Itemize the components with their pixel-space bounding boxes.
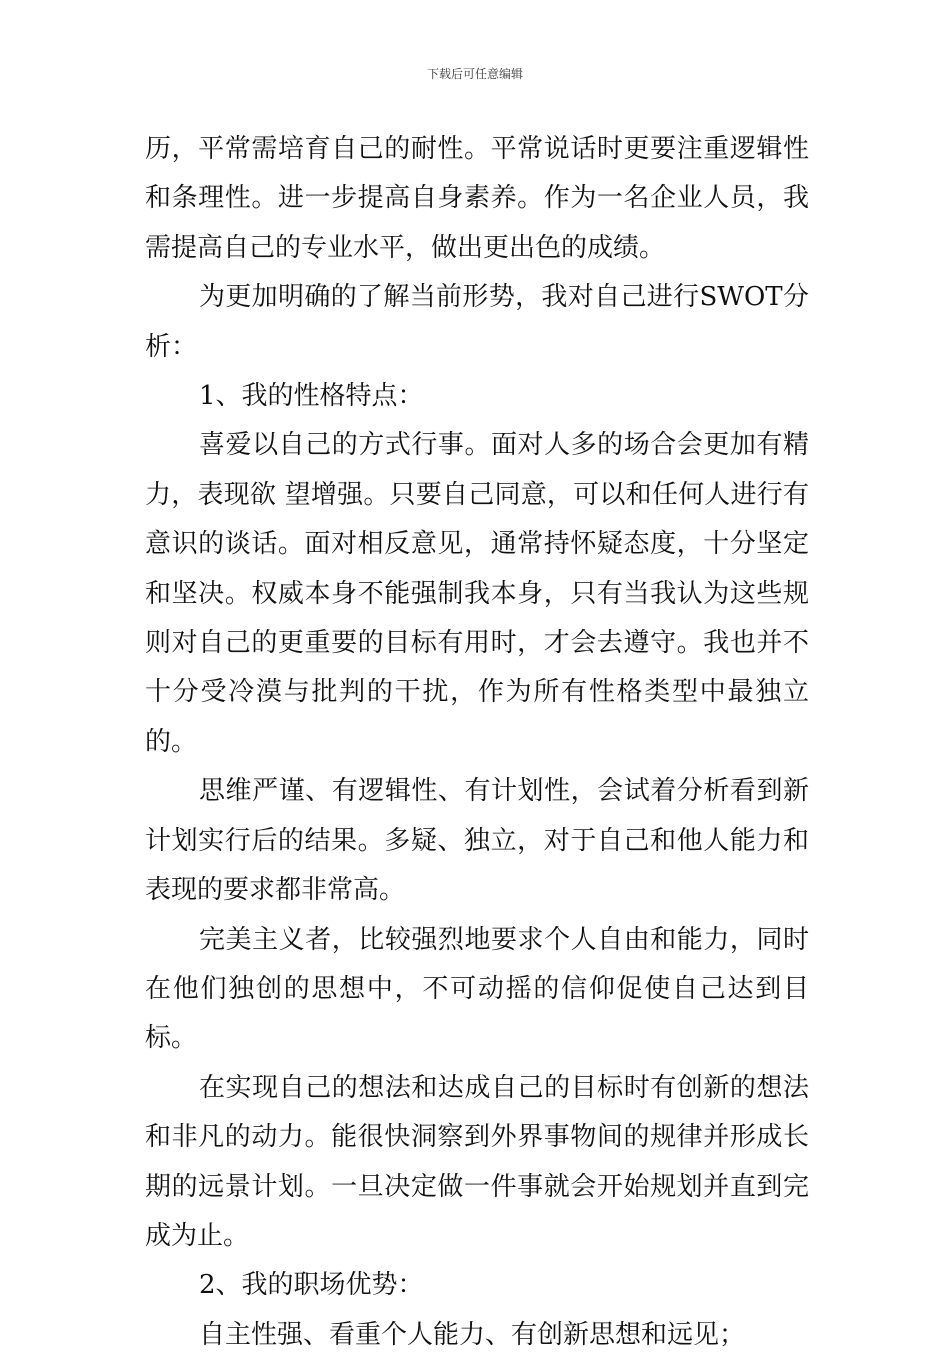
paragraph-personality-1: 喜爱以自己的方式行事。面对人多的场合会更加有精力，表现欲 望增强。只要自己同意，可以和任何人进行有意识的谈话。面对相反意见，通常持怀疑态度，十分坚定和坚决。权威本身不能强制我本身，只有当我认为这些规则对自己的更重要的目标有用时，才会去遵守。我也并不十分受冷漠与批判的干扰，作为所有性格类型中最独立的。 xyxy=(145,430,809,757)
paragraph-personality-3: 完美主义者，比较强烈地要求个人自由和能力，同时在他们独创的思想中，不可动摇的信仰促使自己达到目标。 xyxy=(145,924,809,1054)
section-heading-strengths: 2、我的职场优势： xyxy=(199,1270,424,1301)
paragraph-personality-4: 在实现自己的想法和达成自己的目标时有创新的想法和非凡的动力。能很快洞察到外界事物间的规律并形成长期的远景计划。一旦决定做一件事就会开始规划并直到完成为止。 xyxy=(145,1072,809,1251)
paragraph-continued: 历，平常需培育自己的耐性。平常说话时更要注重逻辑性和条理性。进一步提高自身素养。作为一名企业人员，我需提高自己的专业水平，做出更出色的成绩。 xyxy=(145,134,809,263)
paragraph-personality-2: 思维严谨、有逻辑性、有计划性，会试着分析看到新计划实行后的结果。多疑、独立，对于自己和他人能力和表现的要求都非常高。 xyxy=(145,776,809,906)
page-header: 下载后可任意编辑 xyxy=(426,67,523,81)
paragraph-strengths-1: 自主性强、看重个人能力、有创新思想和远见； xyxy=(199,1319,746,1350)
document-body xyxy=(145,125,809,1360)
section-heading-personality: 1、我的性格特点： xyxy=(199,381,424,412)
paragraph-swot-intro: 为更加明确的了解当前形势，我对自己进行SWOT分析： xyxy=(145,282,809,362)
